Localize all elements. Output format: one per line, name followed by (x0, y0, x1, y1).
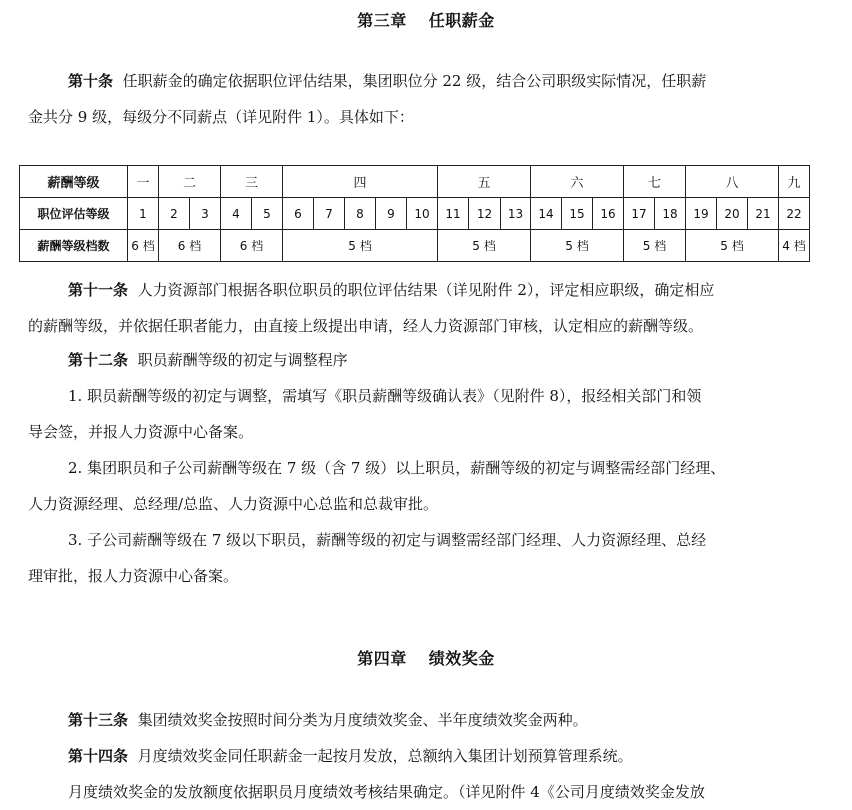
table-row-tier-count (20, 230, 810, 262)
grade-cell: 15 (562, 198, 593, 230)
level-cell: 五 (438, 166, 531, 198)
grade-cell: 8 (345, 198, 376, 230)
level-cell: 三 (221, 166, 283, 198)
level-cell: 七 (624, 166, 686, 198)
article-10-line-2: 金共分 9 级，每级分不同薪点（详见附件 1）。具体如下： (28, 108, 414, 126)
article-12-item-1-line-2: 导会签，并报人力资源中心备案。 (28, 423, 254, 441)
tier-cell: 5 档 (283, 230, 438, 262)
chapter-4-title (0, 646, 852, 669)
article-12-item-2-line-1: 2. 集团职员和子公司薪酬等级在 7 级（含 7 级）以上职员，薪酬等级的初定与调整需经部门经理、 (68, 459, 726, 477)
chapter-3-title (0, 8, 852, 31)
article-11 (28, 272, 818, 344)
tier-cell: 5 档 (438, 230, 531, 262)
tier-cell: 6 档 (128, 230, 159, 262)
chapter-3-number: 第三章 (357, 11, 407, 30)
level-cell: 九 (779, 166, 810, 198)
grade-cell: 7 (314, 198, 345, 230)
article-10-line-1: 任职薪金的确定依据职位评估结果，集团职位分 22 级，结合公司职级实际情况，任职薪 (122, 72, 707, 90)
grade-cell: 20 (717, 198, 748, 230)
grade-cell: 18 (655, 198, 686, 230)
chapter-4-name: 绩效奖金 (428, 649, 495, 668)
grade-cell: 5 (252, 198, 283, 230)
article-14-label: 第十四条 (68, 747, 129, 765)
grade-cell: 3 (190, 198, 221, 230)
tier-cell: 6 档 (221, 230, 283, 262)
level-cell: 四 (283, 166, 438, 198)
table-row-eval-grade (20, 198, 810, 230)
article-10-label: 第十条 (68, 72, 114, 90)
article-14-text: 月度绩效奖金同任职薪金一起按月发放，总额纳入集团计划预算管理系统。 (137, 747, 633, 765)
grade-cell: 12 (469, 198, 501, 230)
chapter-3-name: 任职薪金 (428, 11, 495, 30)
grade-cell: 14 (531, 198, 562, 230)
article-13-14 (28, 702, 818, 810)
grade-cell: 4 (221, 198, 252, 230)
grade-cell: 10 (407, 198, 438, 230)
grade-cell: 2 (159, 198, 190, 230)
grade-cell: 21 (748, 198, 779, 230)
tier-cell: 6 档 (159, 230, 221, 262)
tier-cell: 5 档 (686, 230, 779, 262)
article-12-item-3-line-2: 理审批，报人力资源中心备案。 (28, 567, 239, 585)
grade-cell: 22 (779, 198, 810, 230)
tier-cell: 5 档 (531, 230, 624, 262)
level-cell: 八 (686, 166, 779, 198)
article-12 (28, 342, 818, 594)
monthly-bonus-line: 月度绩效奖金的发放额度依据职员月度绩效考核结果确定。（详见附件 4《公司月度绩效奖金发放 (68, 783, 705, 801)
grade-cell: 19 (686, 198, 717, 230)
grade-cell: 13 (501, 198, 531, 230)
tier-cell: 5 档 (624, 230, 686, 262)
grade-cell: 17 (624, 198, 655, 230)
salary-grade-table (19, 165, 810, 262)
article-11-label: 第十一条 (68, 281, 129, 299)
article-13-label: 第十三条 (68, 711, 129, 729)
article-12-label: 第十二条 (68, 351, 129, 369)
article-12-text: 职员薪酬等级的初定与调整程序 (137, 351, 348, 369)
grade-cell: 1 (128, 198, 159, 230)
article-11-line-1: 人力资源部门根据各职位职员的职位评估结果（详见附件 2），评定相应职级，确定相应 (137, 281, 715, 299)
tier-cell: 4 档 (779, 230, 810, 262)
row-header-eval-grade: 职位评估等级 (20, 198, 128, 230)
level-cell: 二 (159, 166, 221, 198)
grade-cell: 16 (593, 198, 624, 230)
row-header-salary-level: 薪酬等级 (20, 166, 128, 198)
chapter-4-number: 第四章 (357, 649, 407, 668)
grade-cell: 9 (376, 198, 407, 230)
article-12-item-3-line-1: 3. 子公司薪酬等级在 7 级以下职员，薪酬等级的初定与调整需经部门经理、人力资源经理、总经 (68, 531, 707, 549)
row-header-tier-count: 薪酬等级档数 (20, 230, 128, 262)
article-13-text: 集团绩效奖金按照时间分类为月度绩效奖金、半年度绩效奖金两种。 (137, 711, 588, 729)
article-10 (28, 63, 818, 135)
table-row-salary-level (20, 166, 810, 198)
level-cell: 六 (531, 166, 624, 198)
article-11-line-2: 的薪酬等级，并依据任职者能力，由直接上级提出申请，经人力资源部门审核，认定相应的薪酬等级。 (28, 317, 704, 335)
article-12-item-2-line-2: 人力资源经理、总经理/总监、人力资源中心总监和总裁审批。 (28, 495, 439, 513)
article-12-item-1-line-1: 1. 职员薪酬等级的初定与调整，需填写《职员薪酬等级确认表》（见附件 8），报经相关部门和领 (68, 387, 702, 405)
level-cell: 一 (128, 166, 159, 198)
grade-cell: 6 (283, 198, 314, 230)
grade-cell: 11 (438, 198, 469, 230)
